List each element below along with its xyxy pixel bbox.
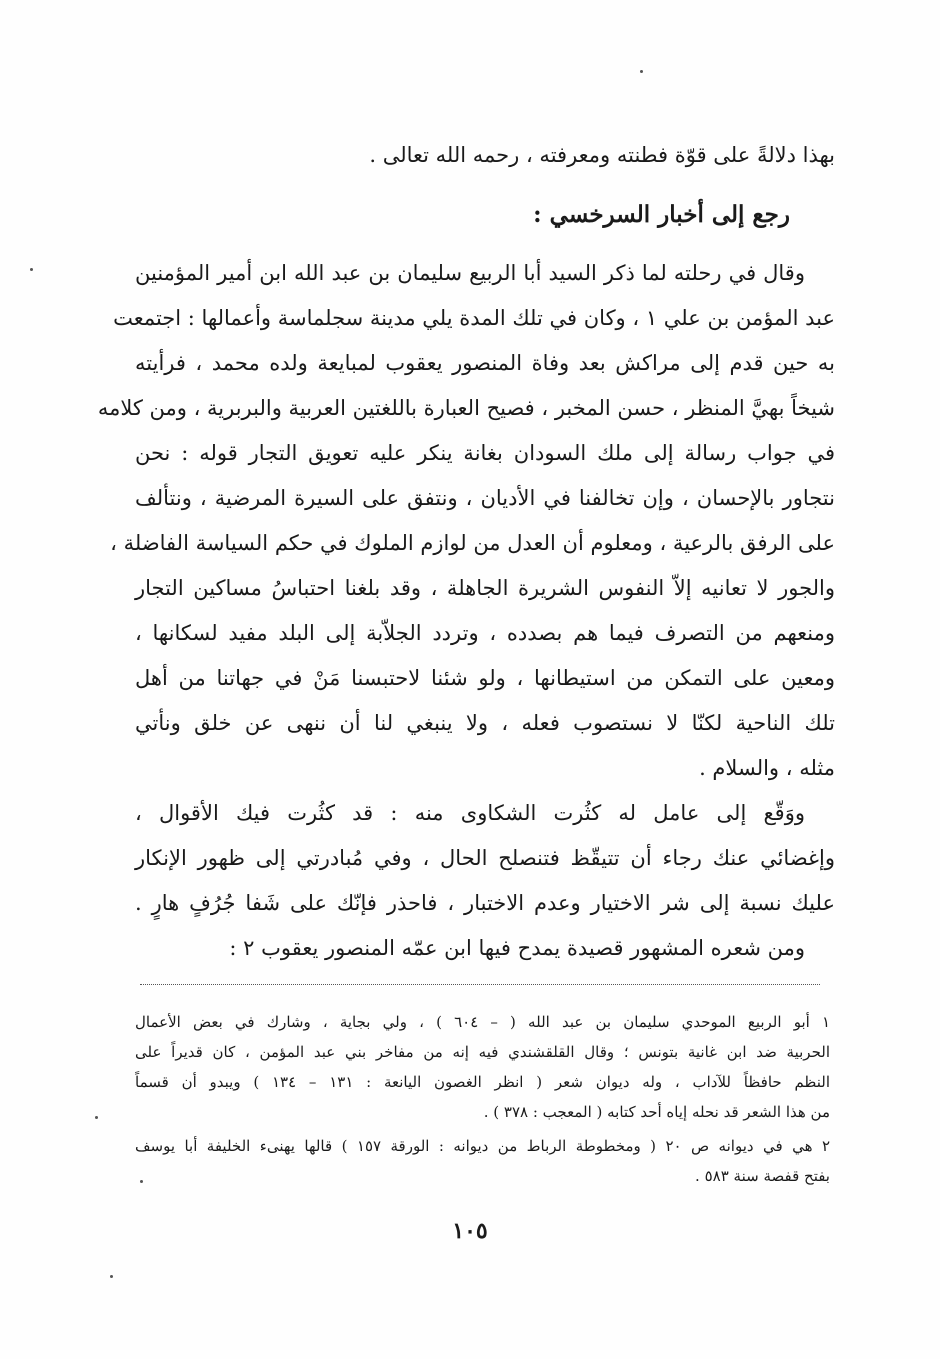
text-line-13: تلك الناحية لكنّا لا نستصوب فعله ، ولا ينبغي لنا أن ننهى عن خلق ونأتي <box>135 711 835 735</box>
scan-speck <box>30 268 33 271</box>
text-line-5: به حين قدم إلى مراكش بعد وفاة المنصور يعقوب لمبايعة ولده محمد ، فرأيته <box>135 351 835 375</box>
text-line-6: شيخاً بهيَّ المنظر ، حسن المخبر ، فصيح العبارة باللغتين العربية والبربرية ، ومن كلامه <box>97 396 835 420</box>
text-line-9: على الرفق بالرعية ، ومعلوم أن العدل من لوازم الملوك في حكم السياسة الفاضلة ، <box>110 531 835 555</box>
section-heading: رجع إلى أخبار السرخسي : <box>533 201 790 228</box>
text-line-14: مثله ، والسلام . <box>699 756 835 780</box>
text-line-8: نتجاور بالإحسان ، وإن تخالفنا في الأديان ، ونتفق على السيرة المرضية ، ونتألف <box>135 486 835 510</box>
text-line-18: ومن شعره المشهور قصيدة يمدح فيها ابن عمّه المنصور يعقوب ٢ : <box>229 936 805 960</box>
scan-speck <box>140 1180 143 1183</box>
scan-speck <box>110 1275 113 1278</box>
footnote-divider <box>140 984 820 985</box>
text-line-12: ومعين على التمكن من استيطانها ، ولو شئنا لاحتبسنا مَنْ في جهاتنا من أهل <box>135 666 835 690</box>
footnote-line-2: الحربية ضد ابن غانية بتونس ؛ وقال القلقشندي فيه إنه من مفاخر بني عبد المؤمن ، كان قديراً على <box>135 1043 830 1061</box>
text-line-4: عبد المؤمن بن علي ١ ، وكان في تلك المدة يلي مدينة سجلماسة وأعمالها : اجتمعت <box>113 306 835 330</box>
text-line-11: ومنعهم من التصرف فيما هم بصدده ، وتردد الجلاّبة إلى البلد مفيد لسكانها ، <box>135 621 835 645</box>
footnote-line-4: من هذا الشعر قد نحله إياه أحد كتابه ( المعجب : ٣٧٨ ) . <box>483 1103 830 1121</box>
scan-speck <box>640 70 643 73</box>
footnote-line-6: بفتح قفصة سنة ٥٨٣ . <box>695 1167 830 1185</box>
footnote-line-1: ١ أبو الربيع الموحدي سليمان بن عبد الله ( – ٦٠٤ ) ، ولي بجاية ، وشارك في بعض الأعمال <box>135 1013 830 1031</box>
footnote-line-5: ٢ هي في ديوانه ص ٢٠ ( ومخطوطة الرباط من ديوانه : الورقة ١٥٧ ) قالها يهنىء الخليفة أبا يوسف <box>135 1137 830 1155</box>
text-line-7: في جواب رسالة إلى ملك السودان بغانة ينكر عليه تعويق التجار قوله : نحن <box>135 441 835 465</box>
text-line-16: وإغضائي عنك رجاء أن تتيقّظ فتنصلح الحال ، وفي مُبادرتي إلى ظهور الإنكار <box>135 846 835 870</box>
text-line-3: وقال في رحلته لما ذكر السيد أبا الربيع سليمان بن عبد الله ابن أمير المؤمنين <box>135 261 805 285</box>
scan-speck <box>95 1116 98 1119</box>
text-line-1: بهذا دلالةً على قوّة فطنته ومعرفته ، رحمه الله تعالى . <box>369 143 835 167</box>
text-line-15: ووَقّع إلى عامل له كثُرت الشكاوى منه : قد كثُرت فيك الأقوال ، <box>135 801 805 825</box>
text-line-17: عليك نسبة إلى شر الاختيار وعدم الاختبار ، فاحذر فإنّك على شَفا جُرُفٍ هارٍ . <box>135 891 835 915</box>
footnote-line-3: النظم حافظاً للآداب ، وله ديوان شعر ( انظر الغصون اليانعة : ١٣١ – ١٣٤ ) ويبدو أن قسماً <box>135 1073 830 1091</box>
text-line-10: والجور لا تعانيه إلاّ النفوس الشريرة الجاهلة ، وقد بلغنا احتباسُ مساكين التجار <box>135 576 835 600</box>
page-number: ١٠٥ <box>452 1218 488 1244</box>
